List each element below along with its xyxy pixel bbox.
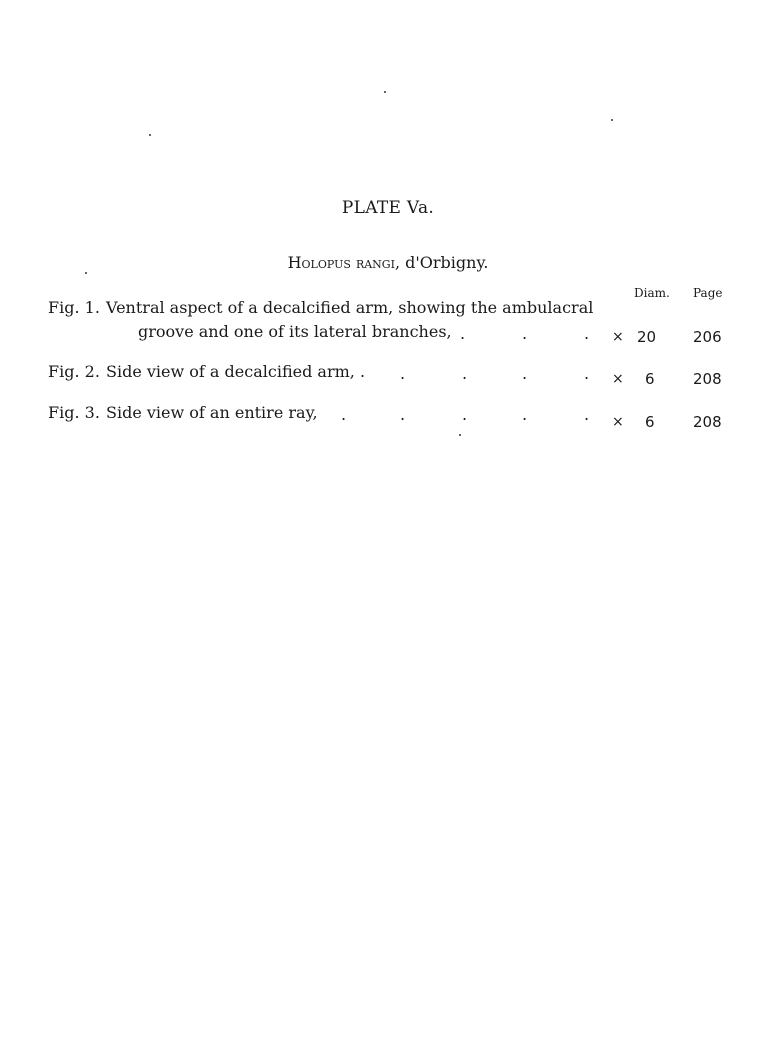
figure-entry: Fig. 2. Side view of a decalcified arm, . . . . . × 6 208 [48,362,722,388]
species-author: , d'Orbigny. [394,253,489,272]
diameter-value: 20 [637,328,657,346]
scan-speck [611,119,613,121]
figure-label: Fig. 1. [48,298,100,317]
magnification-sign: × [612,414,624,430]
scan-speck [384,91,386,93]
page-number: 208 [693,413,722,431]
figure-description: Ventral aspect of a decalcified arm, showing the ambulacral [106,298,594,317]
column-header-page: Page [693,286,723,300]
magnification-sign: × [612,371,624,387]
diameter-value: 6 [645,370,655,388]
figure-label: Fig. 3. [48,403,100,422]
column-header-diam: Diam. [634,286,670,300]
figure-entry: Fig. 3. Side view of an entire ray, . . . . . × 6 208 [48,403,722,431]
species-heading [0,253,776,272]
species-name: Holopus rangi [287,253,395,272]
scan-speck [85,272,87,274]
figure-description-continued: groove and one of its lateral branches, [138,322,452,341]
figure-entry: Fig. 1. Ventral aspect of a decalcified arm, showing the ambulacral groove and one of its lateral branches, . . . × 20 206 [48,298,722,346]
figure-description: Side view of a decalcified arm, . [106,362,366,381]
page-number: 208 [693,370,722,388]
scan-speck [149,134,151,136]
page-number: 206 [693,328,722,346]
scan-speck [459,434,461,436]
magnification-sign: × [612,329,624,345]
plate-title: PLATE Va. [341,198,435,218]
diameter-value: 6 [645,413,655,431]
figure-label: Fig. 2. [48,362,100,381]
figure-description: Side view of an entire ray, [106,403,318,422]
